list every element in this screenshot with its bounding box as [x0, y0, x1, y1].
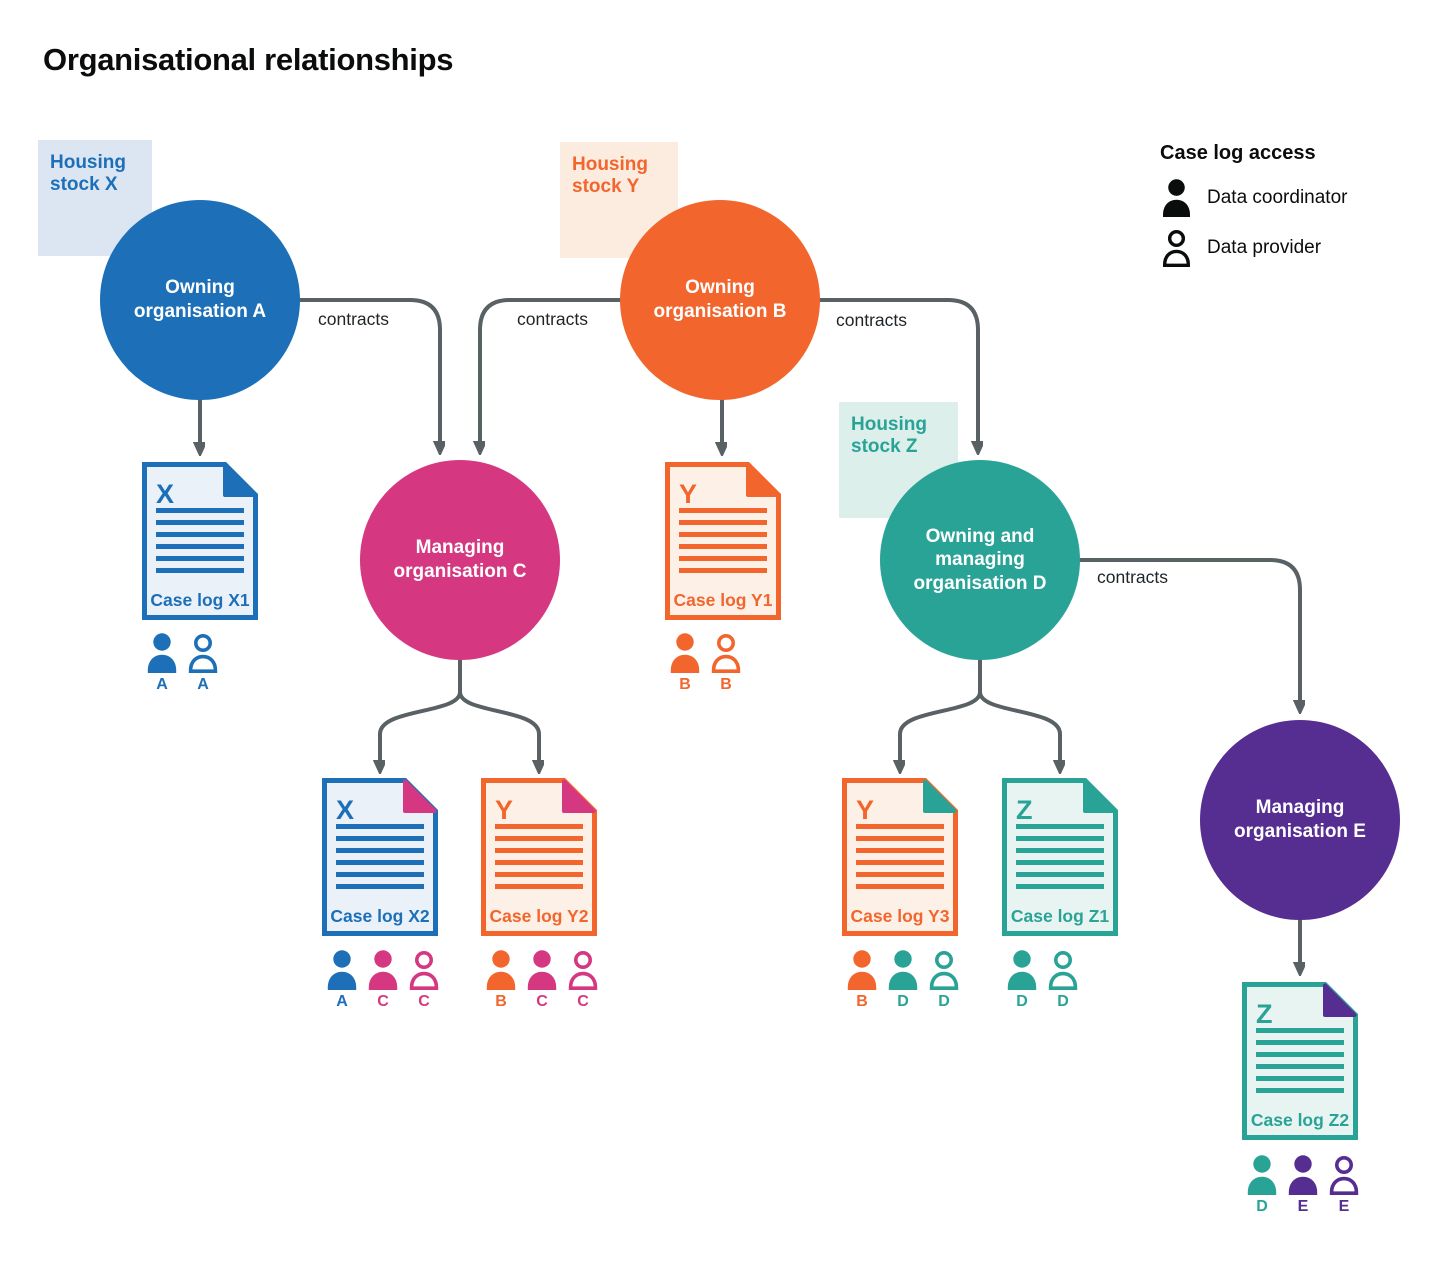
access-person: [709, 633, 743, 694]
access-org-letter: B: [720, 676, 732, 693]
access-org-letter: C: [418, 993, 430, 1010]
doc-letter: Y: [856, 795, 875, 825]
doc-fold-icon: [748, 466, 778, 496]
case-log-y2-doc: [481, 778, 597, 936]
access-person: [145, 633, 179, 694]
document-icon: [142, 462, 258, 620]
access-person: [566, 950, 600, 1011]
connector-c-to-caselog-y2: [460, 692, 539, 766]
case-log-y3-doc: [842, 778, 958, 936]
document-icon: [322, 778, 438, 936]
org-e-label: Managing organisation E: [1234, 797, 1366, 842]
access-person: [845, 950, 879, 1011]
person-outline-icon: [709, 633, 743, 673]
doc-letter: Z: [1016, 795, 1033, 825]
document-icon: [1242, 982, 1358, 1140]
access-person: [1327, 1155, 1361, 1216]
access-org-letter: B: [679, 676, 691, 693]
org-b-label: Owning organisation B: [653, 277, 787, 322]
connector-d-to-caselog-z1: [980, 692, 1060, 766]
doc-fold-icon: [225, 466, 255, 496]
access-org-letter: C: [377, 993, 389, 1010]
legend-label: Data provider: [1207, 237, 1322, 258]
person-outline-icon: [927, 950, 961, 990]
contracts-label-b-c: contracts: [517, 309, 588, 329]
case-log-z2-access: [1242, 1155, 1358, 1216]
legend-title: Case log access: [1160, 142, 1316, 164]
case-log-x1-access: [142, 633, 258, 694]
case-log-z1-access: [1002, 950, 1118, 1011]
access-org-letter: D: [1256, 1198, 1268, 1215]
person-outline-icon: [1327, 1155, 1361, 1195]
person-outline-icon: [407, 950, 441, 990]
case-log-y1-doc: [665, 462, 781, 620]
page-title: Organisational relationships: [43, 42, 454, 77]
doc-letter: X: [156, 479, 175, 509]
access-person: [1245, 1155, 1279, 1216]
person-outline-icon: [566, 950, 600, 990]
legend: [1160, 142, 1347, 279]
person-filled-icon: [845, 950, 879, 990]
case-log-y2-access: [481, 950, 597, 1011]
legend-label: Data coordinator: [1207, 187, 1348, 208]
org-circle-c: [360, 460, 560, 660]
case-log-y3-access: [842, 950, 958, 1011]
document-icon: [665, 462, 781, 620]
case-log-x1-doc: [142, 462, 258, 620]
doc-fold-icon: [564, 782, 594, 812]
doc-letter: Y: [495, 795, 514, 825]
access-org-letter: C: [577, 993, 589, 1010]
person-outline-icon: [1046, 950, 1080, 990]
doc-label: Case log X1: [150, 590, 250, 610]
access-person: [407, 950, 441, 1011]
housing-stock-y-label: Housing stock Y: [560, 142, 678, 258]
doc-label: Case log Z1: [1010, 906, 1110, 926]
contracts-label-d-e: contracts: [1097, 567, 1168, 587]
document-icon: [1002, 778, 1118, 936]
org-circle-e: [1200, 720, 1400, 920]
access-org-letter: B: [856, 993, 868, 1010]
contracts-label-a-c: contracts: [318, 309, 389, 329]
access-org-letter: A: [156, 676, 168, 693]
document-icon: [481, 778, 597, 936]
access-org-letter: C: [536, 993, 548, 1010]
person-filled-icon: [1160, 179, 1193, 217]
person-filled-icon: [325, 950, 359, 990]
contracts-label-b-d: contracts: [836, 310, 907, 330]
case-log-y1-access: [665, 633, 781, 694]
access-person: [886, 950, 920, 1011]
access-person: [325, 950, 359, 1011]
access-org-letter: A: [336, 993, 348, 1010]
doc-label: Case log Y2: [489, 906, 589, 926]
person-filled-icon: [1005, 950, 1039, 990]
person-filled-icon: [1286, 1155, 1320, 1195]
person-filled-icon: [668, 633, 702, 673]
housing-stock-z-label: Housing stock Z: [839, 402, 958, 518]
org-circle-b: [620, 200, 820, 400]
person-outline-icon: [186, 633, 220, 673]
access-person: [668, 633, 702, 694]
doc-letter: Y: [679, 479, 698, 509]
housing-stock-x-label: Housing stock X: [38, 140, 152, 256]
case-log-z2-doc: [1242, 982, 1358, 1140]
person-filled-icon: [886, 950, 920, 990]
case-log-x2-doc: [322, 778, 438, 936]
access-person: [927, 950, 961, 1011]
connector-c-to-caselog-x2: [380, 692, 460, 766]
org-circle-d: [880, 460, 1080, 660]
connector-d-to-caselog-y3: [900, 692, 980, 766]
person-outline-icon: [1160, 229, 1193, 267]
access-person: [1005, 950, 1039, 1011]
doc-fold-icon: [405, 782, 435, 812]
case-log-x2-access: [322, 950, 438, 1011]
case-log-z1-doc: [1002, 778, 1118, 936]
legend-item-data-provider: [1160, 229, 1347, 267]
org-d-label: Owning and managing organisation D: [913, 525, 1047, 594]
document-icon: [842, 778, 958, 936]
legend-item-data-coordinator: [1160, 179, 1347, 217]
access-org-letter: A: [197, 676, 209, 693]
access-person: [525, 950, 559, 1011]
access-org-letter: D: [1057, 993, 1069, 1010]
org-a-label: Owning organisation A: [133, 277, 267, 322]
org-circle-a: [100, 200, 300, 400]
person-filled-icon: [525, 950, 559, 990]
doc-letter: X: [336, 795, 355, 825]
doc-label: Case log Y1: [673, 590, 773, 610]
access-person: [1046, 950, 1080, 1011]
access-org-letter: E: [1338, 1198, 1350, 1215]
access-person: [1286, 1155, 1320, 1216]
access-org-letter: B: [495, 993, 507, 1010]
person-filled-icon: [366, 950, 400, 990]
doc-label: Case log X2: [330, 906, 430, 926]
person-filled-icon: [484, 950, 518, 990]
access-person: [186, 633, 220, 694]
doc-letter: Z: [1256, 999, 1273, 1029]
person-filled-icon: [1245, 1155, 1279, 1195]
access-org-letter: D: [938, 993, 950, 1010]
access-org-letter: E: [1297, 1198, 1309, 1215]
access-person: [366, 950, 400, 1011]
access-org-letter: D: [897, 993, 909, 1010]
doc-fold-icon: [925, 782, 955, 812]
doc-fold-icon: [1085, 782, 1115, 812]
access-person: [484, 950, 518, 1011]
doc-label: Case log Z2: [1250, 1110, 1350, 1130]
org-c-label: Managing organisation C: [393, 537, 527, 582]
doc-fold-icon: [1325, 986, 1355, 1016]
access-org-letter: D: [1016, 993, 1028, 1010]
person-filled-icon: [145, 633, 179, 673]
doc-label: Case log Y3: [850, 906, 950, 926]
